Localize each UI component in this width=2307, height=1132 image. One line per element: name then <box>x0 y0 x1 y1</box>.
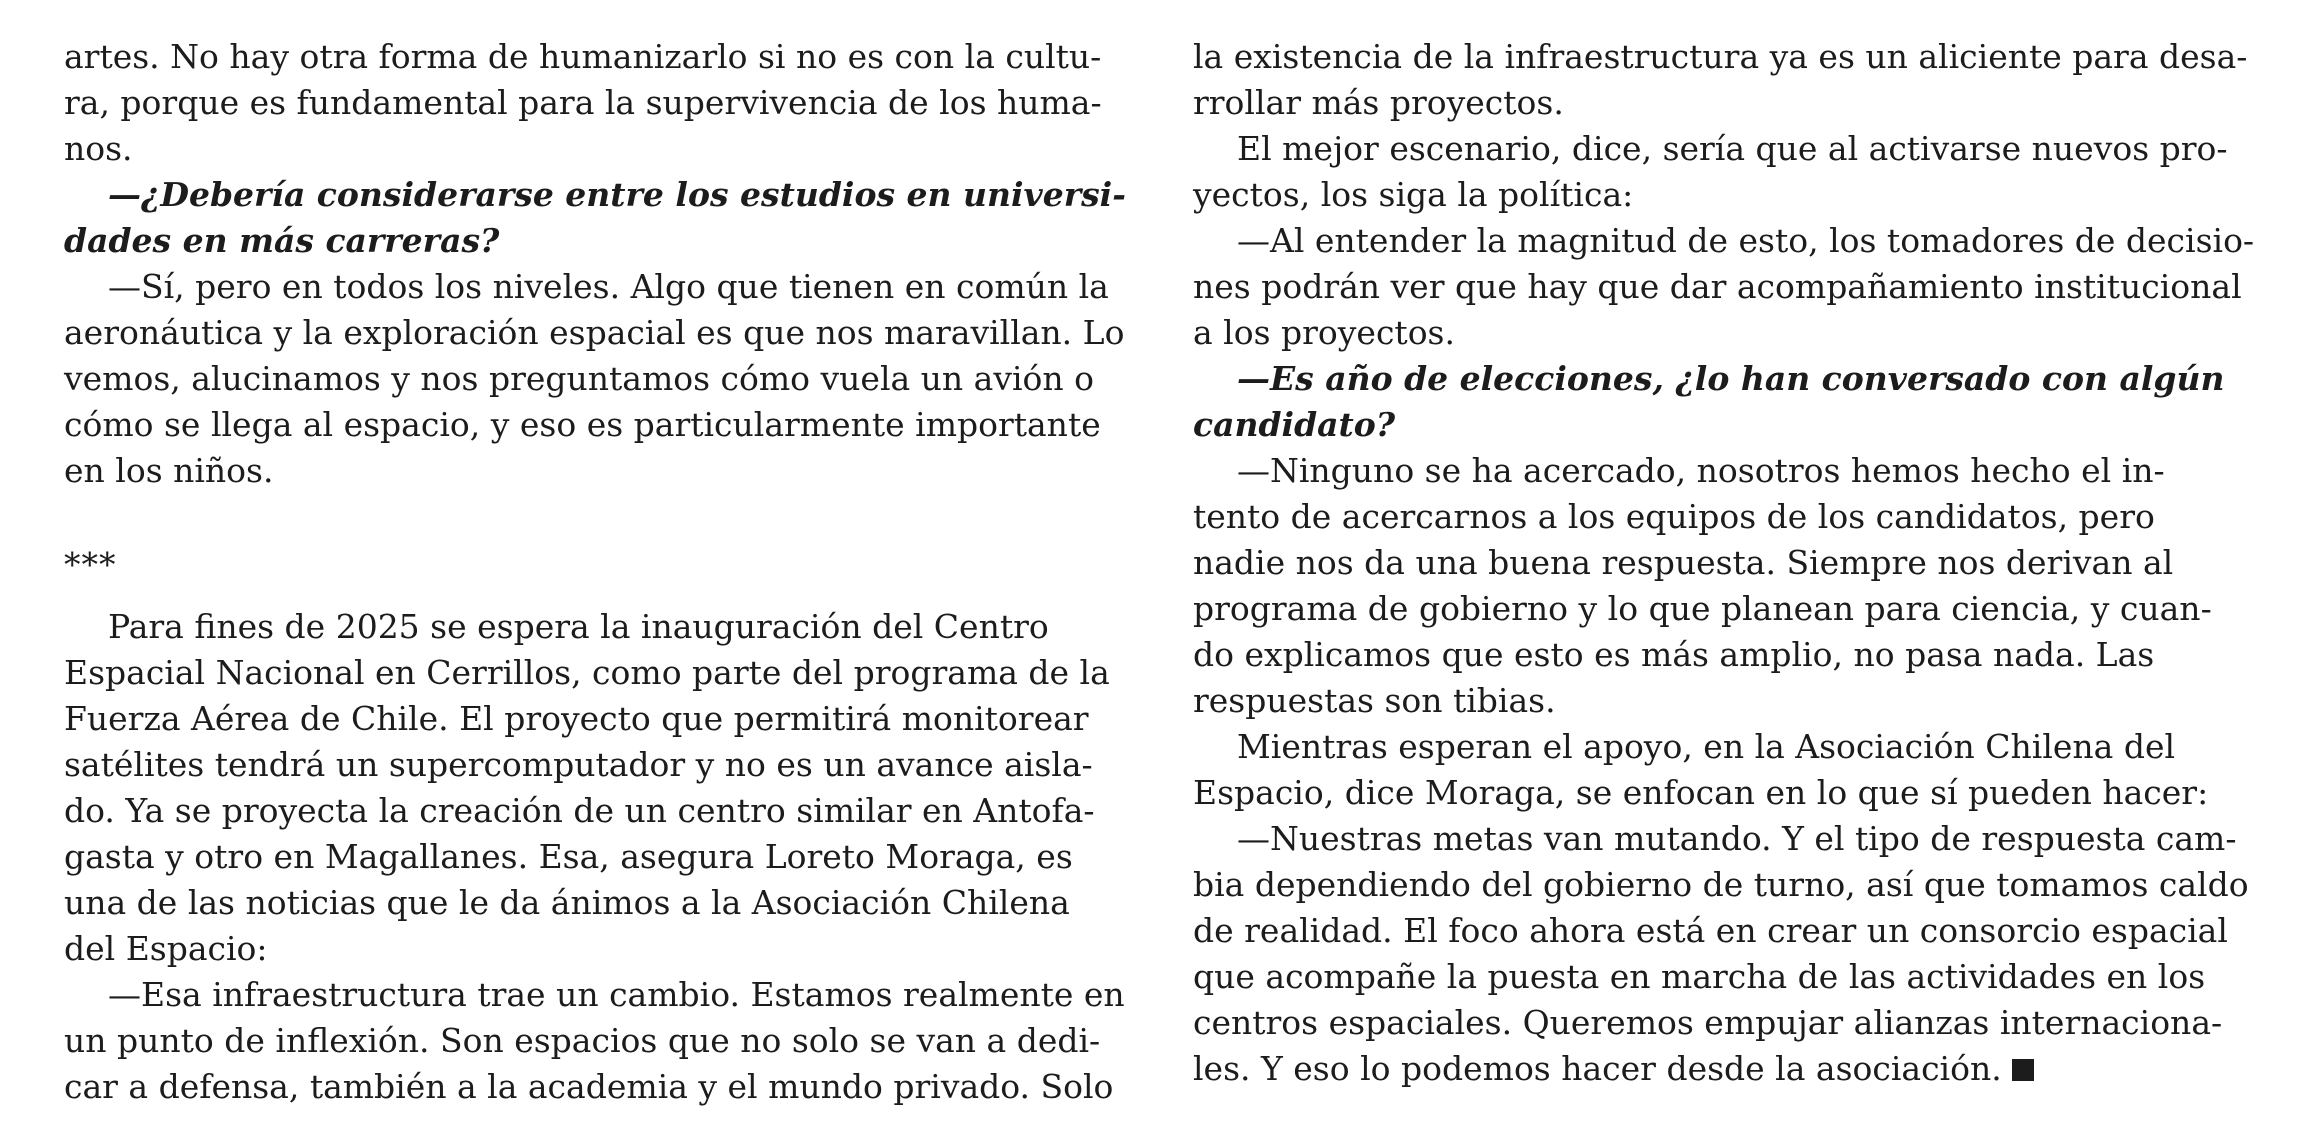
body-line: en los niños. <box>64 451 274 490</box>
body-line: ra, porque es fundamental para la supervivencia de los huma- <box>64 83 1102 122</box>
body-line: de realidad. El foco ahora está en crear un consorcio espacial <box>1193 911 2228 950</box>
interview-question: candidato? <box>1193 405 1396 444</box>
body-line: que acompañe la puesta en marcha de las actividades en los <box>1193 957 2206 996</box>
body-line: a los proyectos. <box>1193 313 1455 352</box>
body-line: Espacio, dice Moraga, se enfocan en lo que sí pueden hacer: <box>1193 773 2209 812</box>
interview-question: dades en más carreras? <box>64 221 500 260</box>
body-line: Espacial Nacional en Cerrillos, como parte del programa de la <box>64 653 1110 692</box>
body-line: la existencia de la infraestructura ya es un aliciente para desa- <box>1193 37 2248 76</box>
interview-question: —Es año de elecciones, ¿lo han conversado con algún <box>1237 359 2225 398</box>
body-line: cómo se llega al espacio, y eso es particularmente importante <box>64 405 1101 444</box>
end-of-article-square-icon <box>2012 1059 2034 1081</box>
body-line: satélites tendrá un supercomputador y no es un avance aisla- <box>64 745 1093 784</box>
section-separator: *** <box>64 545 117 584</box>
body-line: —Esa infraestructura trae un cambio. Estamos realmente en <box>108 975 1125 1014</box>
body-line: bia dependiendo del gobierno de turno, así que tomamos caldo <box>1193 865 2249 904</box>
body-line: un punto de inflexión. Son espacios que no solo se van a dedi- <box>64 1021 1101 1060</box>
body-line: aeronáutica y la exploración espacial es que nos maravillan. Lo <box>64 313 1125 352</box>
body-line: —Sí, pero en todos los niveles. Algo que tienen en común la <box>108 267 1109 306</box>
body-line: do. Ya se proyecta la creación de un centro similar en Antofa- <box>64 791 1095 830</box>
body-line: programa de gobierno y lo que planean para ciencia, y cuan- <box>1193 589 2212 628</box>
body-line: —Nuestras metas van mutando. Y el tipo de respuesta cam- <box>1237 819 2237 858</box>
body-line: nadie nos da una buena respuesta. Siempre nos derivan al <box>1193 543 2174 582</box>
body-line: do explicamos que esto es más amplio, no pasa nada. Las <box>1193 635 2155 674</box>
body-line: artes. No hay otra forma de humanizarlo si no es con la cultu- <box>64 37 1102 76</box>
body-line: tento de acercarnos a los equipos de los candidatos, pero <box>1193 497 2155 536</box>
body-line: Para fines de 2025 se espera la inauguración del Centro <box>108 607 1049 646</box>
final-line <box>1193 1046 2034 1092</box>
body-line: nos. <box>64 129 133 168</box>
body-line: car a defensa, también a la academia y el mundo privado. Solo <box>64 1067 1114 1106</box>
body-line: respuestas son tibias. <box>1193 681 1556 720</box>
body-line: —Ninguno se ha acercado, nosotros hemos hecho el in- <box>1237 451 2165 490</box>
body-line: vemos, alucinamos y nos preguntamos cómo vuela un avión o <box>64 359 1095 398</box>
body-line: Fuerza Aérea de Chile. El proyecto que permitirá monitorear <box>64 699 1089 738</box>
body-line: yectos, los siga la política: <box>1193 175 1634 214</box>
body-line: una de las noticias que le da ánimos a la Asociación Chilena <box>64 883 1070 922</box>
body-line: gasta y otro en Magallanes. Esa, asegura Loreto Moraga, es <box>64 837 1073 876</box>
body-line: El mejor escenario, dice, sería que al activarse nuevos pro- <box>1237 129 2228 168</box>
body-line: del Espacio: <box>64 929 268 968</box>
body-line: —Al entender la magnitud de esto, los tomadores de decisio- <box>1237 221 2255 260</box>
body-line: nes podrán ver que hay que dar acompañamiento institucional <box>1193 267 2242 306</box>
interview-question: —¿Debería considerarse entre los estudios en universi- <box>108 175 1126 214</box>
body-line: rrollar más proyectos. <box>1193 83 1564 122</box>
body-line: centros espaciales. Queremos empujar alianzas internaciona- <box>1193 1003 2223 1042</box>
body-line-text: les. Y eso lo podemos hacer desde la asociación. <box>1193 1049 2002 1088</box>
body-line: Mientras esperan el apoyo, en la Asociación Chilena del <box>1237 727 2176 766</box>
